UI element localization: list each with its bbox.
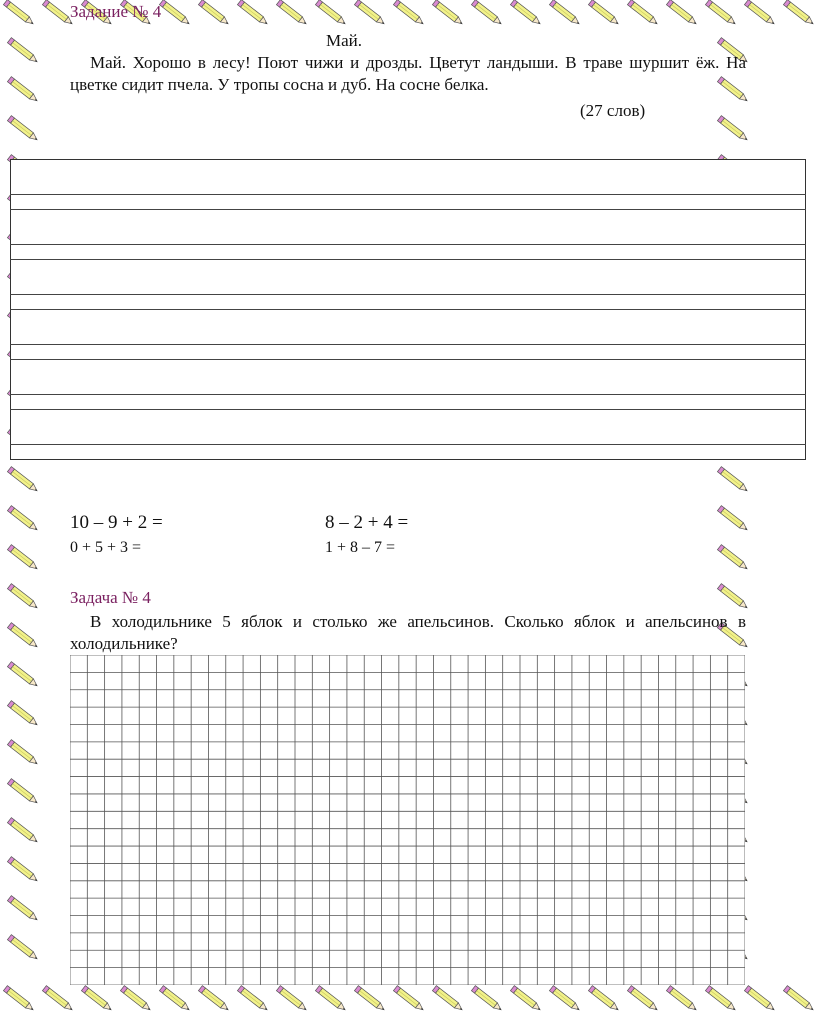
pencil-icon: [7, 818, 39, 845]
pencil-icon: [3, 986, 35, 1013]
pencil-icon: [7, 701, 39, 728]
pencil-icon: [744, 0, 776, 27]
pencil-icon: [120, 986, 152, 1013]
pencil-icon: [159, 986, 191, 1013]
pencil-icon: [471, 986, 503, 1013]
pencil-icon: [237, 986, 269, 1013]
pencil-icon: [354, 0, 386, 27]
task-heading: Задание № 4: [70, 2, 162, 21]
pencil-icon: [627, 0, 659, 27]
pencil-icon: [627, 986, 659, 1013]
math-expression: 10 – 9 + 2 =: [70, 512, 163, 533]
pencil-icon: [315, 0, 347, 27]
pencil-icon: [783, 986, 815, 1013]
pencil-icon: [432, 0, 464, 27]
pencil-icon: [549, 0, 581, 27]
pencil-icon: [7, 545, 39, 572]
pencil-icon: [159, 0, 191, 27]
pencil-icon: [198, 986, 230, 1013]
problem-text: В холодильнике 5 яблок и столько же апельсинов. Сколько яблок и апельсинов в холодильнике?: [70, 612, 746, 653]
pencil-icon: [198, 0, 230, 27]
pencil-icon: [393, 0, 425, 27]
pencil-icon: [705, 986, 737, 1013]
pencil-icon: [7, 935, 39, 962]
pencil-icon: [432, 986, 464, 1013]
math-expression: 0 + 5 + 3 =: [70, 539, 142, 556]
pencil-icon: [510, 0, 542, 27]
pencil-icon: [666, 0, 698, 27]
pencil-icon: [717, 116, 749, 143]
problem-heading: Задача № 4: [70, 588, 151, 607]
pencil-icon: [237, 0, 269, 27]
pencil-icon: [717, 467, 749, 494]
pencil-icon: [588, 986, 620, 1013]
pencil-icon: [42, 986, 74, 1013]
pencil-icon: [717, 545, 749, 572]
pencil-icon: [276, 0, 308, 27]
pencil-icon: [7, 662, 39, 689]
pencil-icon: [705, 0, 737, 27]
pencil-icon: [717, 506, 749, 533]
answer-grid: [70, 655, 745, 985]
dictation-title: Май.: [326, 31, 363, 50]
pencil-icon: [7, 77, 39, 104]
pencil-icon: [7, 779, 39, 806]
math-expression: 8 – 2 + 4 =: [325, 512, 409, 533]
pencil-icon: [7, 623, 39, 650]
pencil-icon: [7, 896, 39, 923]
pencil-icon: [7, 740, 39, 767]
pencil-icon: [666, 986, 698, 1013]
pencil-icon: [354, 986, 386, 1013]
pencil-icon: [717, 584, 749, 611]
pencil-icon: [7, 506, 39, 533]
word-count: (27 слов): [580, 101, 646, 120]
pencil-icon: [3, 0, 35, 27]
pencil-icon: [549, 986, 581, 1013]
writing-lines: [10, 159, 806, 460]
pencil-icon: [276, 986, 308, 1013]
pencil-icon: [588, 0, 620, 27]
dictation-text: Май. Хорошо в лесу! Поют чижи и дрозды. Цветут ландыши. В траве шуршит ёж. На цветке сидит пчела. У тропы сосна и дуб. На сосне белка.: [70, 53, 746, 94]
pencil-icon: [471, 0, 503, 27]
pencil-icon: [744, 986, 776, 1013]
pencil-icon: [510, 986, 542, 1013]
pencil-icon: [81, 986, 113, 1013]
pencil-icon: [7, 38, 39, 65]
pencil-icon: [393, 986, 425, 1013]
pencil-icon: [7, 584, 39, 611]
pencil-icon: [315, 986, 347, 1013]
pencil-icon: [7, 116, 39, 143]
pencil-icon: [783, 0, 815, 27]
pencil-icon: [7, 857, 39, 884]
pencil-icon: [7, 467, 39, 494]
math-expression: 1 + 8 – 7 =: [325, 539, 396, 556]
